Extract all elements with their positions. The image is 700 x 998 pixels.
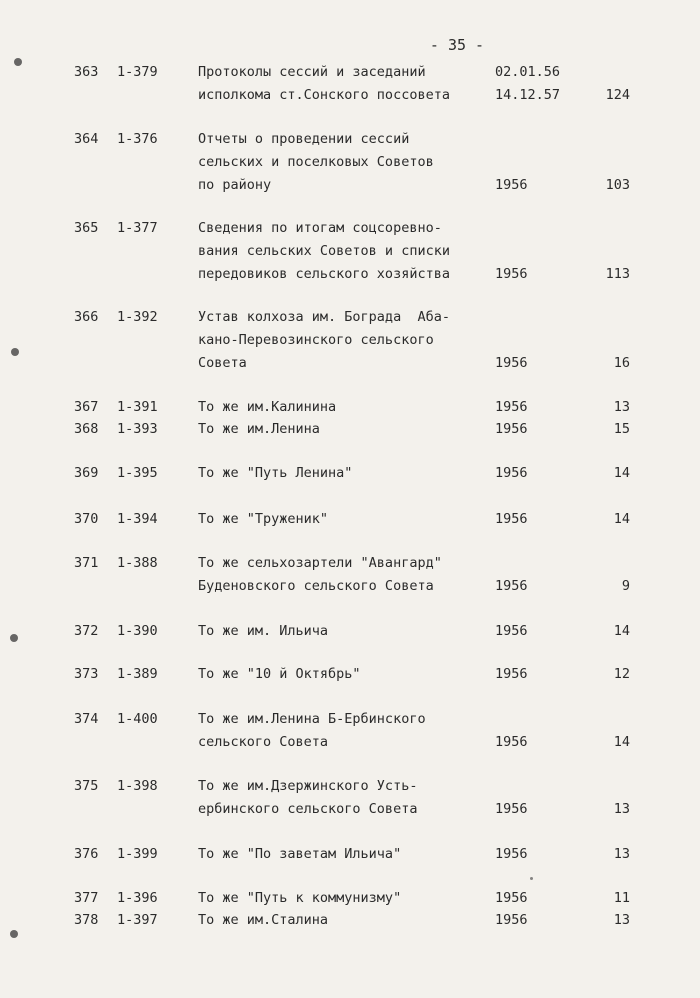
entry-fund-code: 1-392 (117, 309, 158, 325)
entry-title-line: То же им.Дзержинского Усть- (198, 778, 418, 794)
entry-date: 1956 (495, 465, 528, 481)
entry-title-line: исполкома ст.Сонского поссовета (198, 87, 450, 103)
entry-date: 1956 (495, 623, 528, 639)
entry-title-line: То же "Труженик" (198, 511, 329, 527)
entry-title-line: То же им.Ленина Б-Ербинского (198, 711, 426, 727)
binder-hole-mark (10, 930, 18, 938)
entry-title-line: То же им. Ильича (198, 623, 329, 639)
entry-number: 376 (74, 846, 99, 862)
entry-date: 1956 (495, 177, 528, 193)
entry-date: 1956 (495, 399, 528, 415)
entry-sheet-count: 14 (613, 734, 630, 750)
entry-sheet-count: 13 (613, 399, 630, 415)
entry-fund-code: 1-390 (117, 623, 158, 639)
entry-number: 377 (74, 890, 99, 906)
page-number: - 35 - (429, 36, 485, 54)
entry-date: 02.01.56 (495, 64, 561, 80)
entry-title-line: Устав колхоза им. Бограда Аба- (198, 309, 450, 325)
entry-title-line: То же им.Сталина (198, 912, 329, 928)
entry-number: 368 (74, 421, 99, 437)
entry-number: 365 (74, 220, 99, 236)
entry-date: 1956 (495, 266, 528, 282)
entry-fund-code: 1-389 (117, 666, 158, 682)
entry-fund-code: 1-376 (117, 131, 158, 147)
entry-date: 1956 (495, 846, 528, 862)
entry-sheet-count: 14 (613, 511, 630, 527)
entry-fund-code: 1-395 (117, 465, 158, 481)
entry-number: 369 (74, 465, 99, 481)
entry-title-line: То же "Путь Ленина" (198, 465, 353, 481)
scan-speck (530, 877, 533, 880)
entry-date: 1956 (495, 578, 528, 594)
entry-date: 1956 (495, 912, 528, 928)
entry-title-line: кано-Перевозинского сельского (198, 332, 434, 348)
entry-title-line: сельского Совета (198, 734, 329, 750)
entry-sheet-count: 13 (613, 846, 630, 862)
entry-title-line: Буденовского сельского Совета (198, 578, 434, 594)
entry-fund-code: 1-398 (117, 778, 158, 794)
entry-date: 1956 (495, 666, 528, 682)
entry-fund-code: 1-396 (117, 890, 158, 906)
entry-date: 1956 (495, 511, 528, 527)
entry-number: 366 (74, 309, 99, 325)
entry-date: 1956 (495, 421, 528, 437)
entry-title-line: Отчеты о проведении сессий (198, 131, 410, 147)
entry-title-line: Совета (198, 355, 247, 371)
entry-fund-code: 1-391 (117, 399, 158, 415)
entry-fund-code: 1-388 (117, 555, 158, 571)
entry-number: 363 (74, 64, 99, 80)
entry-fund-code: 1-400 (117, 711, 158, 727)
entry-sheet-count: 9 (621, 578, 630, 594)
entry-date: 1956 (495, 890, 528, 906)
entry-title-line: Сведения по итогам соцсоревно- (198, 220, 442, 236)
entry-sheet-count: 15 (613, 421, 630, 437)
entry-title-line: То же "По заветам Ильича" (198, 846, 402, 862)
entry-title-line: ербинского сельского Совета (198, 801, 418, 817)
entry-title-line: То же сельхозартели "Авангард" (198, 555, 442, 571)
entry-title-line: То же им.Калинина (198, 399, 337, 415)
binder-hole-mark (10, 634, 18, 642)
entry-fund-code: 1-394 (117, 511, 158, 527)
entry-sheet-count: 103 (605, 177, 630, 193)
entry-sheet-count: 13 (613, 912, 630, 928)
entry-fund-code: 1-393 (117, 421, 158, 437)
entry-sheet-count: 13 (613, 801, 630, 817)
entry-sheet-count: 12 (613, 666, 630, 682)
entry-title-line: по району (198, 177, 272, 193)
binder-hole-mark (14, 58, 22, 66)
entry-fund-code: 1-397 (117, 912, 158, 928)
entry-date: 1956 (495, 801, 528, 817)
entry-number: 375 (74, 778, 99, 794)
entry-title-line: передовиков сельского хозяйства (198, 266, 450, 282)
entry-sheet-count: 14 (613, 465, 630, 481)
entry-number: 372 (74, 623, 99, 639)
entry-sheet-count: 11 (613, 890, 630, 906)
entry-date: 1956 (495, 734, 528, 750)
entry-title-line: То же им.Ленина (198, 421, 320, 437)
entry-title-line: вания сельских Советов и списки (198, 243, 450, 259)
entry-number: 364 (74, 131, 99, 147)
entry-date: 14.12.57 (495, 87, 561, 103)
entry-title-line: сельских и поселковых Советов (198, 154, 434, 170)
entry-sheet-count: 16 (613, 355, 630, 371)
entry-date: 1956 (495, 355, 528, 371)
entry-number: 373 (74, 666, 99, 682)
entry-number: 367 (74, 399, 99, 415)
entry-sheet-count: 124 (605, 87, 630, 103)
entry-number: 378 (74, 912, 99, 928)
entry-title-line: Протоколы сессий и заседаний (198, 64, 426, 80)
entry-fund-code: 1-377 (117, 220, 158, 236)
binder-hole-mark (11, 348, 19, 356)
entry-number: 371 (74, 555, 99, 571)
entry-number: 370 (74, 511, 99, 527)
entry-title-line: То же "10 й Октябрь" (198, 666, 361, 682)
entry-sheet-count: 113 (605, 266, 630, 282)
entry-fund-code: 1-379 (117, 64, 158, 80)
entry-fund-code: 1-399 (117, 846, 158, 862)
entry-title-line: То же "Путь к коммунизму" (198, 890, 402, 906)
entry-number: 374 (74, 711, 99, 727)
entry-sheet-count: 14 (613, 623, 630, 639)
